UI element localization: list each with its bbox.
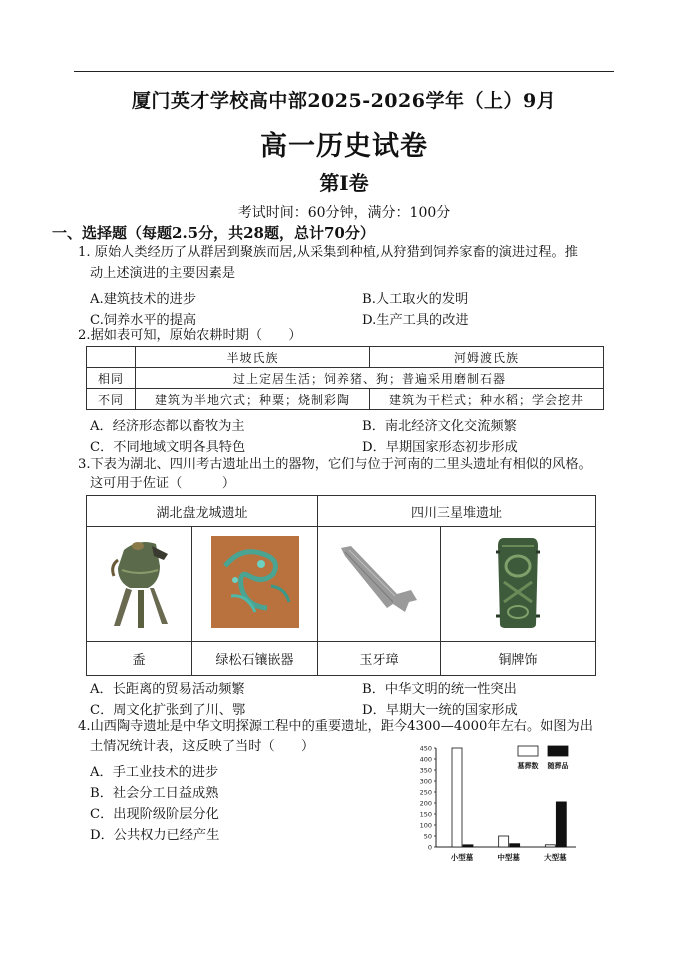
school-line: 厦门英才学校高中部2025-2026学年（上）9月 — [131, 90, 557, 112]
header-rule — [74, 71, 614, 72]
q1-option-c[interactable]: C.饲养水平的提高 — [90, 313, 197, 328]
jade-yazhang-image — [335, 542, 423, 622]
y-tick-label: 350 — [419, 766, 432, 775]
q2-row-same-label: 相同 — [87, 368, 136, 389]
turquoise-inlay-image — [211, 536, 299, 628]
q3-stem-line2: 这可用于佐证（ ） — [90, 476, 236, 491]
y-tick-label: 0 — [427, 843, 432, 852]
q2-option-c[interactable]: C．不同地域文明各具特色 — [90, 440, 246, 455]
bar-tomb-count-2 — [545, 845, 555, 847]
x-category-label: 中型墓 — [497, 853, 520, 862]
q3-artifact-he-cell — [87, 527, 192, 642]
bar-grave-goods-1 — [510, 844, 520, 847]
bar-grave-goods-2 — [556, 802, 566, 847]
q3-artifact-jade-cell — [318, 527, 441, 642]
q3-site-hubei: 湖北盘龙城遗址 — [87, 496, 318, 527]
q3-option-a[interactable]: A．长距离的贸易活动频繁 — [90, 682, 245, 697]
q1-option-a[interactable]: A.建筑技术的进步 — [90, 292, 197, 307]
q2-table-header-hemudu: 河姆渡氏族 — [370, 347, 604, 368]
y-tick-label: 300 — [419, 777, 432, 786]
q2-option-b[interactable]: B．南北经济文化交流频繁 — [362, 419, 517, 434]
q4-option-a[interactable]: A．手工业技术的进步 — [90, 765, 219, 780]
q2-row-diff-banpo: 建筑为半地穴式；种粟；烧制彩陶 — [136, 389, 370, 410]
q2-option-a[interactable]: A．经济形态都以畜牧为主 — [90, 419, 245, 434]
q3-item-bronze-plaque: 铜牌饰 — [441, 642, 596, 676]
y-tick-label: 200 — [419, 799, 432, 808]
x-category-label: 小型墓 — [450, 853, 474, 862]
exam-title: 高一历史试卷 — [260, 131, 428, 162]
legend-swatch-1 — [548, 746, 568, 756]
q1-stem-line1: 1. 原始人类经历了从群居到聚族而居,从采集到种植,从狩猎到饲养家畜的演进过程。推 — [78, 245, 578, 260]
y-tick-label: 150 — [419, 810, 432, 819]
y-tick-label: 100 — [419, 821, 432, 830]
q2-option-d[interactable]: D．早期国家形态初步形成 — [362, 440, 518, 455]
q2-stem: 2.据如表可知，原始农耕时期（ ） — [78, 328, 302, 343]
q3-artifact-table — [86, 495, 596, 676]
q2-row-diff-label: 不同 — [87, 389, 136, 410]
q3-item-jade-yazhang: 玉牙璋 — [318, 642, 441, 676]
exam-info: 考试时间：60分钟，满分：100分 — [237, 205, 451, 221]
legend-swatch-0 — [518, 746, 538, 756]
q1-option-d[interactable]: D.生产工具的改进 — [362, 313, 469, 328]
volume-label: 第Ⅰ卷 — [319, 171, 369, 195]
y-tick-label: 250 — [419, 788, 432, 797]
bar-tomb-count-0 — [452, 748, 462, 847]
q3-site-sichuan: 四川三星堆遗址 — [318, 496, 596, 527]
q3-artifact-bronze-plaque-cell — [441, 527, 596, 642]
he-vessel-image — [104, 530, 174, 634]
q1-stem-line2: 动上述演进的主要因素是 — [90, 266, 236, 281]
q4-stem-line1: 4.山西陶寺遗址是中华文明探源工程中的重要遗址，距今4300—4000年左右。如图为出 — [78, 719, 593, 734]
q2-table-corner — [87, 347, 136, 368]
bronze-plaque-image — [492, 532, 544, 632]
tomb-statistics-chart — [416, 740, 586, 868]
q3-item-turquoise: 绿松石镶嵌器 — [192, 642, 318, 676]
q3-option-d[interactable]: D．早期大一统的国家形成 — [362, 703, 518, 718]
q2-table-header-banpo: 半坡氏族 — [136, 347, 370, 368]
section-title: 一、选择题（每题2.5分，共28题，总计70分） — [52, 224, 375, 242]
q2-row-diff-hemudu: 建筑为干栏式；种水稻；学会挖井 — [370, 389, 604, 410]
q3-artifact-turquoise-cell — [192, 527, 318, 642]
q4-option-c[interactable]: C．出现阶级阶层分化 — [90, 807, 219, 822]
legend-label-0: 墓葬数 — [517, 762, 539, 770]
q1-option-b[interactable]: B.人工取火的发明 — [362, 292, 469, 307]
y-tick-label: 50 — [423, 832, 432, 841]
y-tick-label: 400 — [419, 755, 432, 764]
q2-table — [86, 346, 604, 410]
q3-stem-line1: 3.下表为湖北、四川考古遗址出土的器物，它们与位于河南的二里头遗址有相似的风格。 — [78, 457, 592, 472]
y-tick-label: 450 — [419, 744, 432, 753]
legend-label-1: 随葬品 — [547, 762, 569, 770]
q4-option-d[interactable]: D．公共权力已经产生 — [90, 828, 220, 843]
x-category-label: 大型墓 — [544, 853, 567, 862]
q4-stem-line2: 土情况统计表，这反映了当时（ ） — [90, 739, 315, 754]
q3-option-c[interactable]: C．周文化扩张到了川、鄂 — [90, 703, 246, 718]
q3-item-he: 盉 — [87, 642, 192, 676]
bar-tomb-count-1 — [499, 836, 509, 847]
bar-grave-goods-0 — [463, 845, 473, 847]
q2-row-same-text: 过上定居生活；饲养猪、狗；普遍采用磨制石器 — [136, 368, 604, 389]
q4-option-b[interactable]: B．社会分工日益成熟 — [90, 786, 219, 801]
q3-option-b[interactable]: B．中华文明的统一性突出 — [362, 682, 517, 697]
